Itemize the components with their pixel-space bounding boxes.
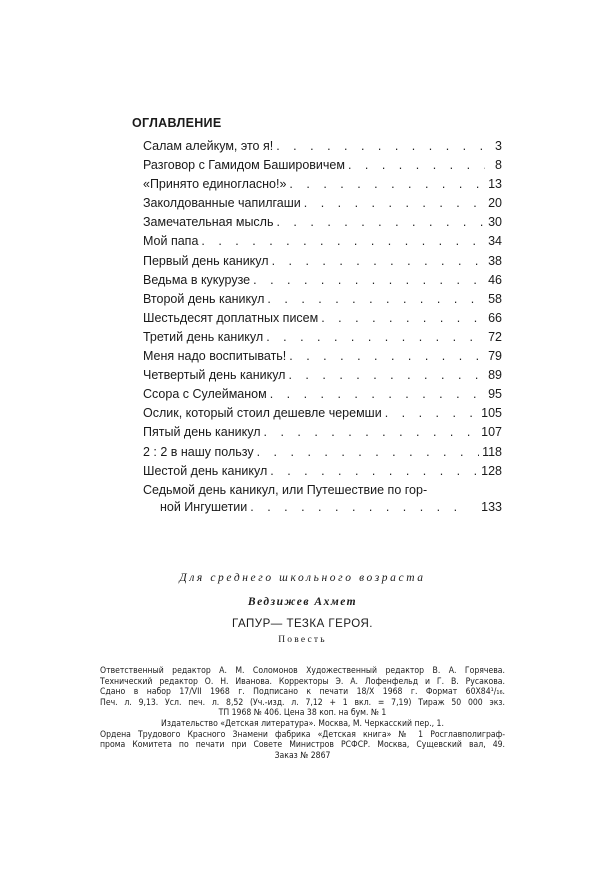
toc-leader-dots (253, 273, 485, 288)
toc-leader-dots (289, 349, 485, 364)
toc-entry-page: 13 (488, 177, 502, 192)
toc-entry-title: «Принято единогласно!» (143, 177, 287, 192)
toc-entry-title: Четвертый день каникул (143, 368, 286, 383)
toc-entry-page: 89 (488, 368, 502, 383)
publication-credits (100, 666, 505, 761)
book-title: ГАПУР— ТЕЗКА ГЕРОЯ. (232, 618, 373, 630)
credits-line: Печ. л. 9,13. Усл. печ. л. 8,52 (Уч.-изд. л. 7,12 + 1 вкл. = 7,19) Тираж 50 000 экз. (100, 697, 505, 708)
toc-entry-title: Первый день каникул (143, 253, 269, 268)
toc-entry-page: 38 (488, 253, 502, 268)
credits-line: ТП 1968 № 406. Цена 38 коп. на бум. № 1 (218, 708, 387, 719)
toc-entry-title: Разговор с Гамидом Башировичем (143, 158, 345, 173)
toc-entry-page: 133 (481, 499, 502, 514)
toc-leader-dots (270, 464, 478, 479)
toc-entry (143, 215, 502, 234)
imprint-block (100, 572, 505, 645)
toc-entry-title: Шестьдесят доплатных писем (143, 310, 319, 325)
toc-entry (143, 330, 502, 349)
toc-entry-title: Ведьма в кукурузе (143, 272, 251, 287)
toc-entry (143, 254, 502, 273)
toc-entry-page: 46 (488, 272, 502, 287)
toc-entry-title: Ослик, который стоил дешевле черемши (143, 406, 382, 421)
toc-entry (143, 311, 502, 330)
toc-leader-dots (276, 215, 485, 230)
toc-entry-title: Третий день каникул (143, 329, 264, 344)
author-name: Ведзижев Ахмет (247, 596, 358, 608)
toc-leader-dots (201, 234, 485, 249)
toc-leader-dots (272, 254, 485, 269)
toc-leader-dots (264, 425, 479, 440)
toc-entry (143, 139, 502, 158)
toc-entry-title: Пятый день каникул (143, 425, 261, 440)
toc-leader-dots (250, 500, 478, 515)
credits-line: прома Комитета по печати при Совете Министров РСФСР. Москва, Сущевский вал, 49. (100, 740, 505, 751)
toc-entry-page: 20 (488, 196, 502, 211)
toc-entry-title: Ссора с Сулейманом (143, 387, 267, 402)
toc-entry (143, 425, 502, 444)
credits-line: Издательство «Детская литература». Москва, М. Черкасский пер., 1. (161, 718, 444, 729)
toc-entry-page: 66 (488, 310, 502, 325)
toc-entry-page: 58 (488, 291, 502, 306)
toc-entry-page: 3 (495, 139, 502, 153)
toc-entry-page: 107 (481, 425, 502, 440)
toc-entry (143, 349, 502, 368)
toc-entry (143, 368, 502, 387)
toc-entry (143, 196, 502, 215)
toc-entry (143, 406, 502, 425)
toc-entry-page: 118 (482, 444, 502, 459)
toc-entry-page: 30 (488, 215, 502, 230)
toc-entry-title: Замечательная мысль (143, 215, 274, 230)
toc-heading: ОГЛАВЛЕНИЕ (132, 116, 222, 130)
toc-entry-page: 72 (488, 329, 502, 344)
toc-entry-page: 79 (488, 349, 502, 364)
toc-entry (143, 234, 502, 253)
credits-line: Ответственный редактор А. М. Соломонов Художественный редактор В. А. Горячева. (100, 666, 505, 676)
toc-entry-title: Меня надо воспитывать! (143, 349, 287, 364)
credits-line: Сдано в набор 17/VII 1968 г. Подписано к печати 18/X 1968 г. Формат 60X84¹/₁₆. (100, 687, 505, 698)
table-of-contents (143, 139, 502, 519)
credits-line: Ордена Трудового Красного Знамени фабрика «Детская книга» № 1 Росглавполиграф- (100, 729, 505, 740)
toc-entry-title: Заколдованные чапилгаши (143, 196, 301, 211)
toc-entry-title-line1: Седьмой день каникул, или Путешествие по гор- (143, 482, 428, 497)
toc-entry-title: Салам алейкум, это я! (143, 139, 274, 153)
toc-leader-dots (385, 406, 478, 421)
toc-entry-title: Второй день каникул (143, 291, 265, 306)
toc-entry-title: 2 : 2 в нашу пользу (143, 444, 254, 459)
toc-entry-title: Мой папа (143, 234, 199, 249)
toc-entry (143, 464, 502, 483)
credits-line: Заказ № 2867 (274, 750, 331, 761)
toc-leader-dots (288, 368, 485, 383)
toc-entry (143, 273, 502, 292)
toc-leader-dots (304, 196, 485, 211)
toc-leader-dots (257, 445, 479, 460)
toc-entry (143, 387, 502, 406)
toc-entry (143, 445, 502, 464)
toc-leader-dots (276, 139, 485, 154)
toc-leader-dots (266, 330, 485, 345)
toc-entry (143, 177, 502, 196)
toc-entry-page: 105 (481, 406, 502, 421)
toc-entry-page: 8 (495, 158, 502, 173)
toc-entry-multiline (143, 483, 502, 519)
toc-leader-dots (321, 311, 485, 326)
toc-leader-dots (270, 387, 485, 402)
toc-entry-page: 34 (488, 234, 502, 249)
toc-entry-title: Шестой день каникул (143, 463, 268, 478)
toc-leader-dots (289, 177, 485, 192)
toc-leader-dots (267, 292, 485, 307)
toc-entry (143, 158, 502, 177)
toc-leader-dots (348, 158, 485, 173)
toc-entry-page: 128 (481, 463, 502, 478)
toc-entry-title-line2: ной Ингушетии (160, 499, 248, 514)
genre: Повесть (278, 635, 327, 645)
toc-entry-page: 95 (488, 387, 502, 402)
age-group: Для среднего школьного возраста (179, 572, 426, 584)
credits-line: Технический редактор О. Н. Иванова. Корректоры Э. А. Лофенфельд и Г. В. Русакова. (100, 676, 505, 687)
toc-entry (143, 292, 502, 311)
